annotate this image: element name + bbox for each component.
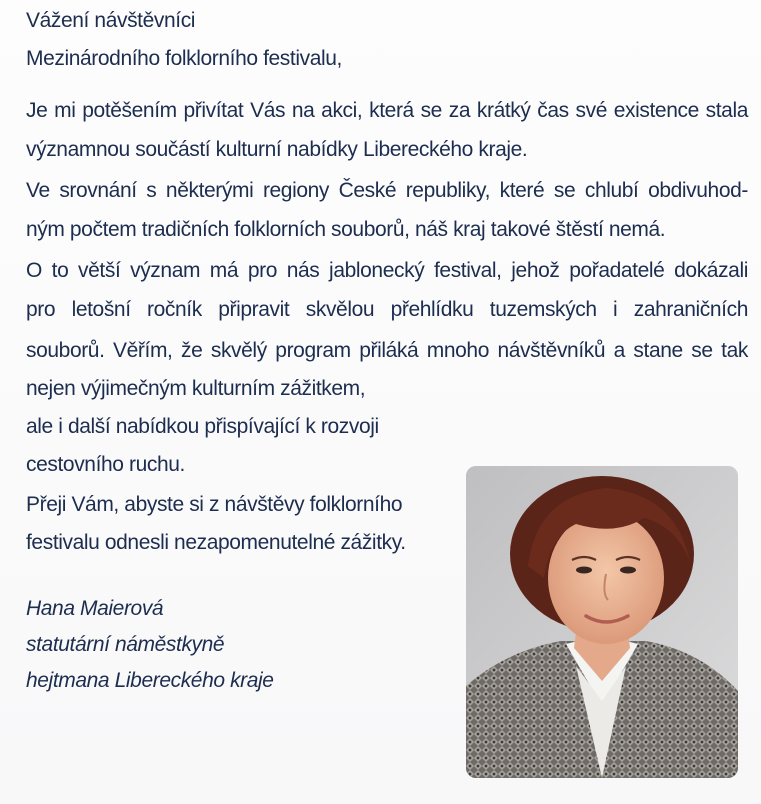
body-line-10: cestovního ruchu.: [26, 453, 185, 476]
signature-title: statutární náměstkyně: [26, 633, 225, 656]
body-line-4: ným počtem tradičních folklorních souborů, náš kraj takové štěstí nemá.: [26, 218, 666, 241]
greeting-line-1: Vážení návštěvníci: [26, 9, 196, 32]
body-line-1: Je mi potěšením přivítat Vás na akci, která se za krátký čas své existence stala: [26, 99, 748, 122]
body-line-9: ale i další nabídkou přispívající k rozvoji: [26, 415, 379, 438]
body-line-3: Ve srovnání s některými regiony České republiky, které se chlubí obdivuhod-: [26, 179, 748, 202]
signature-office: hejtmana Libereckého kraje: [26, 669, 274, 692]
body-line-8: nejen výjimečným kulturním zážitkem,: [26, 377, 366, 400]
portrait-photo: [466, 466, 738, 778]
body-line-11: Přeji Vám, abyste si z návštěvy folklorního: [26, 493, 403, 516]
body-line-7: souborů. Věřím, že skvělý program přiláká mnoho návštěvníků a stane se tak: [26, 339, 748, 362]
portrait-illustration: [466, 466, 738, 778]
body-line-12: festivalu odnesli nezapomenutelné zážitky.: [26, 531, 406, 554]
signature-name: Hana Maierová: [26, 597, 164, 620]
body-line-6: pro letošní ročník připravit skvělou přehlídku tuzemských i zahraničních: [26, 298, 748, 321]
greeting-line-2: Mezinárodního folklorního festivalu,: [26, 47, 342, 70]
body-line-2: významnou součástí kulturní nabídky Libereckého kraje.: [26, 138, 528, 161]
body-line-5: O to větší význam má pro nás jablonecký festival, jehož pořadatelé dokázali: [26, 259, 748, 282]
